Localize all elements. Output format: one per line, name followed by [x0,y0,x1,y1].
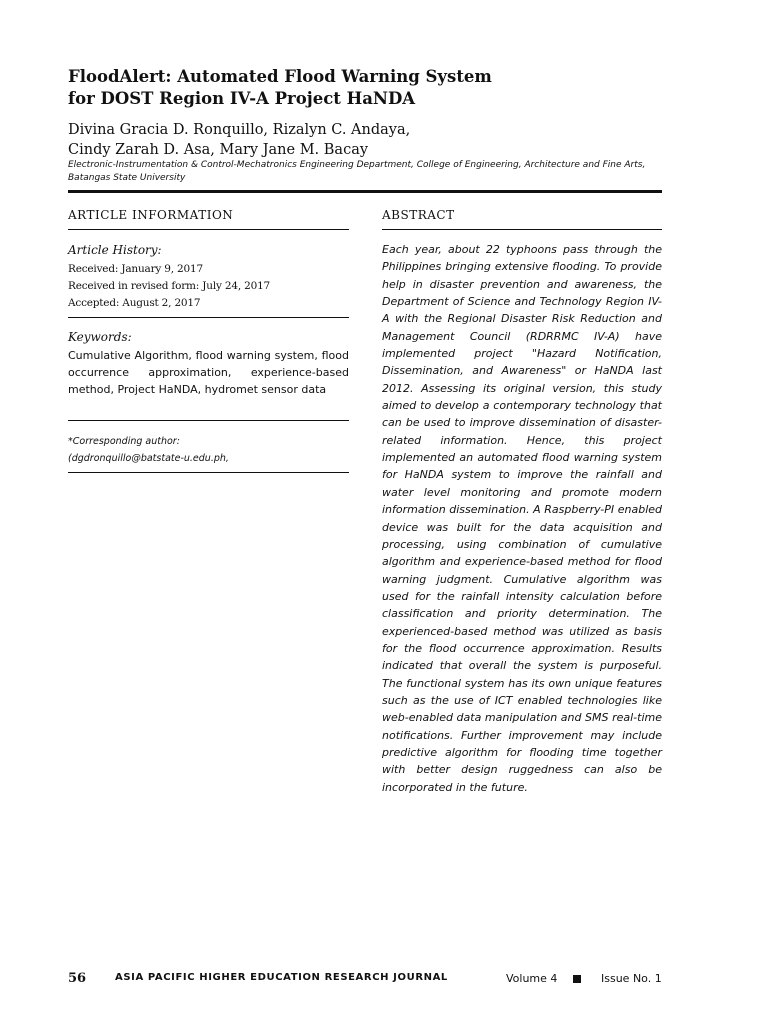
keywords-list: Cumulative Algorithm, flood warning system, flood occurrence approximation, experience-based method, Project HaNDA, hydromet sensor data [68,349,349,397]
author-list [68,120,688,160]
separator-square-icon [573,975,581,983]
keywords-label: Keywords: [68,330,132,344]
abstract-heading-rule [382,229,662,230]
paper-title [68,66,708,110]
title-line-1: FloodAlert: Automated Flood Warning System [68,67,492,86]
page-footer [68,971,662,989]
accepted-date: Accepted: August 2, 2017 [68,297,201,309]
affiliation-line-2: Batangas State University [68,172,186,183]
article-history-label: Article History: [68,243,162,257]
volume-label: Volume 4 [506,972,558,985]
history-rule [68,317,349,318]
affiliation [68,159,662,184]
corresponding-author-label: *Corresponding author: [68,436,180,447]
corresponding-rule [68,472,349,473]
article-info-heading: ARTICLE INFORMATION [68,208,234,222]
page-number: 56 [68,971,87,986]
authors-line-2: Cindy Zarah D. Asa, Mary Jane M. Bacay [68,142,369,158]
revised-date: Received in revised form: July 24, 2017 [68,280,271,292]
issue-label: Issue No. 1 [601,972,662,985]
header-divider [68,190,662,193]
corresponding-author-email: (dgdronquillo@batstate-u.edu.ph, [68,453,229,464]
journal-name: ASIA PACIFIC HIGHER EDUCATION RESEARCH JOURNAL [115,972,448,983]
affiliation-line-1: Electronic-Instrumentation & Control-Mechatronics Engineering Department, College of Engineering, Architecture and Fine Arts, [68,160,646,170]
abstract-heading: ABSTRACT [382,208,455,222]
keywords-rule [68,420,349,421]
received-date: Received: January 9, 2017 [68,263,203,275]
title-line-2: for DOST Region IV-A Project HaNDA [68,89,416,108]
article-info-heading-rule [68,229,349,230]
authors-line-1: Divina Gracia D. Ronquillo, Rizalyn C. Andaya, [68,122,411,138]
abstract-text: Each year, about 22 typhoons pass through the Philippines bringing extensive flooding. To provide help in disaster prevention and awareness, the Department of Science and Technology Region IV-A with the Regional Disaster Risk Reduction and Management Council (RDRRMC IV-A) have implemented project "Hazard Notification, Dissemination, and Awareness" or HaNDA last 2012. Assessing its original version, this study aimed to develop a contemporary technology that can be used to improve dissemination of disaster-related information. Hence, this project implemented an automated flood warning system for HaNDA system to improve the rainfall and water level monitoring and promote modern information dissemination. A Raspberry-PI enabled device was built for the data acquisition and processing, using combination of cumulative algorithm and experience-based method for flood warning judgment. Cumulative algorithm was used for the rainfall intensity calculation before classification and priority determination. The experienced-based method was utilized as basis for the flood occurrence approximation. Results indicated that overall the system is purposeful. The functional system has its own unique features such as the use of ICT enabled technologies like web-enabled data manipulation and SMS real-time notifications. Further improvement may include predictive algorithm for flooding time together with better design ruggedness can also be incorporated in the future. [382,243,662,794]
